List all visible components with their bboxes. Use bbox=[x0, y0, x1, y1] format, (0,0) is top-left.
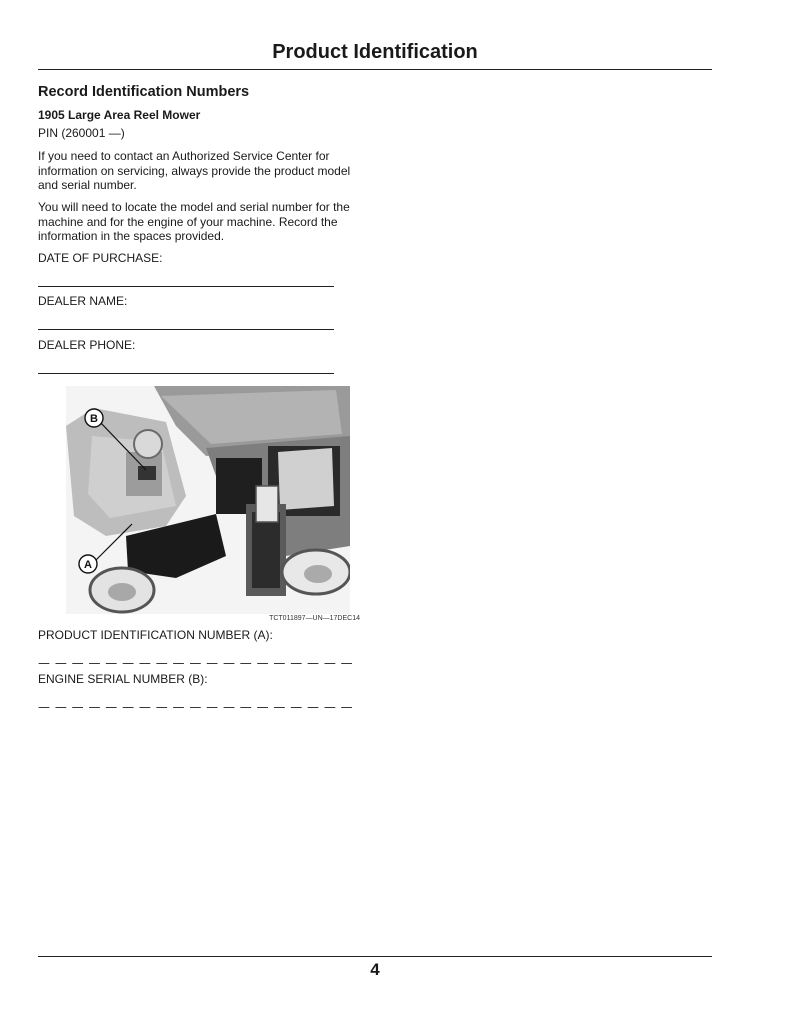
engine-serial-number-label: ENGINE SERIAL NUMBER (B): bbox=[38, 672, 208, 686]
dealer-phone-label: DEALER PHONE: bbox=[38, 338, 136, 352]
page-title: Product Identification bbox=[272, 41, 478, 63]
engine-serial-number-blank: — — — — — — — — — — — — — — — — — — — bbox=[38, 700, 354, 714]
product-id-number-blank: — — — — — — — — — — — — — — — — — — — bbox=[38, 656, 354, 670]
model-name: 1905 Large Area Reel Mower bbox=[38, 108, 201, 122]
dealer-name-line bbox=[38, 329, 334, 330]
header-rule bbox=[38, 69, 712, 70]
page-number: 4 bbox=[370, 960, 380, 979]
date-of-purchase-line bbox=[38, 286, 334, 287]
footer-rule bbox=[38, 956, 712, 957]
figure-caption: TCT011897—UN—17DEC14 bbox=[269, 615, 360, 622]
product-id-number-label: PRODUCT IDENTIFICATION NUMBER (A): bbox=[38, 628, 273, 642]
paragraph-contact-service: If you need to contact an Authorized Service Center for information on servicing, always provide the product model and serial number. bbox=[38, 149, 351, 193]
callout-a-label: A bbox=[84, 559, 92, 571]
mower-photo bbox=[66, 386, 350, 614]
dealer-name-label: DEALER NAME: bbox=[38, 294, 128, 308]
date-of-purchase-label: DATE OF PURCHASE: bbox=[38, 251, 163, 265]
paragraph-locate-serial: You will need to locate the model and serial number for the machine and for the engine of your machine. Record the information in the spaces provided. bbox=[38, 200, 350, 244]
callout-b-label: B bbox=[90, 413, 98, 425]
section-heading: Record Identification Numbers bbox=[38, 84, 250, 100]
dealer-phone-line bbox=[38, 373, 334, 374]
callout-a bbox=[79, 555, 97, 573]
pin-range: PIN (260001 —) bbox=[38, 126, 125, 140]
callout-b bbox=[85, 409, 103, 427]
